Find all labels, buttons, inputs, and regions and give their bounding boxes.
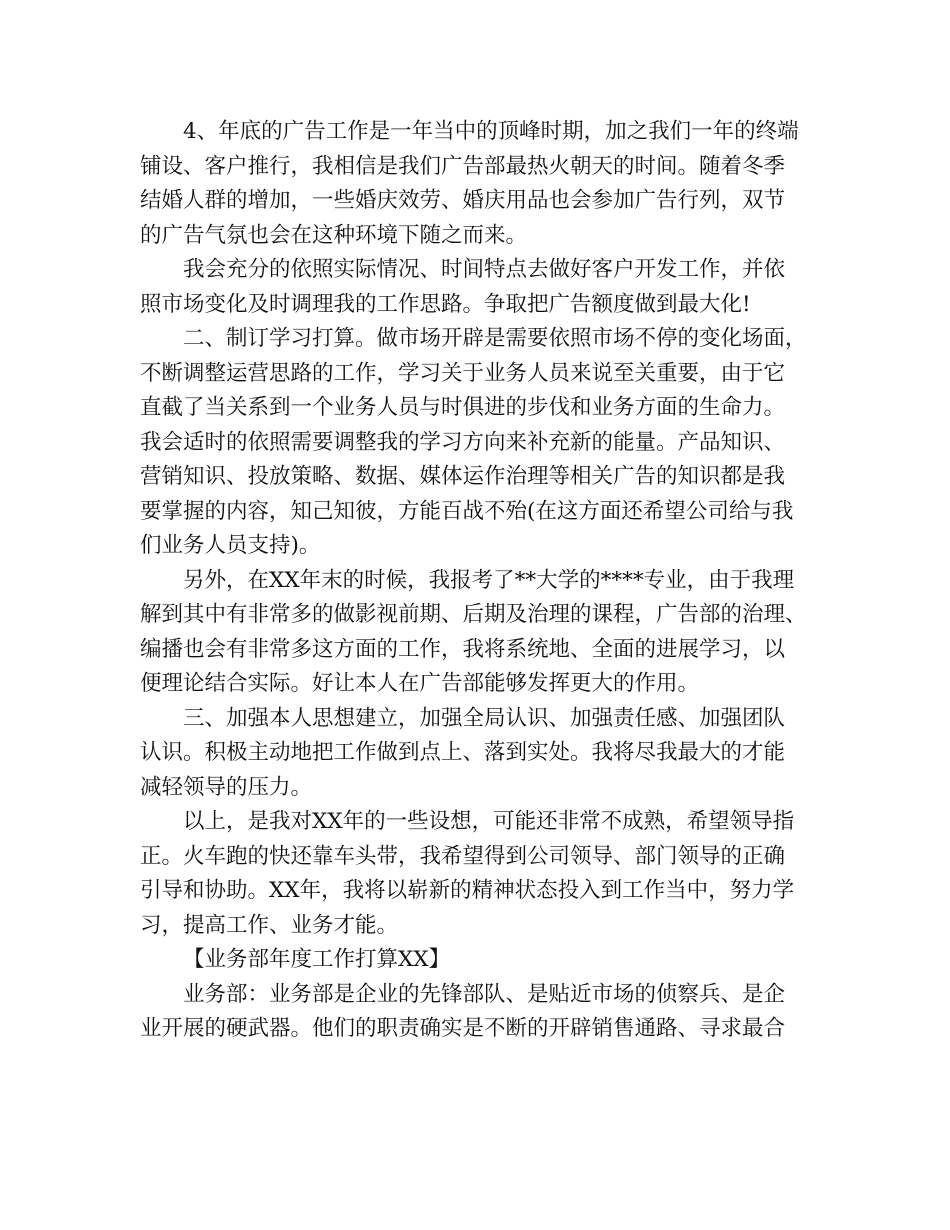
paragraph-further-study	[140, 564, 820, 702]
text-line: 减轻领导的压力。	[140, 774, 313, 800]
text-line: 的广告气氛也会在这种环境下随之而来。	[140, 222, 528, 248]
text-line: 认识。积极主动地把工作做到点上、落到实处。我将尽我最大的才能	[140, 740, 786, 765]
text-line: 结婚人群的增加，一些婚庆效劳、婚庆用品也会参加广告行列，双节	[140, 188, 786, 213]
section-title: 【业务部年度工作打算XX】	[183, 947, 451, 972]
paragraph-year-end-advertising	[140, 115, 820, 253]
text-line: 们业务人员支持)。	[140, 533, 321, 558]
text-line: 正。火车跑的快还靠车头带，我希望得到公司领导、部门领导的正确	[140, 843, 786, 869]
text-line: 编播也会有非常多这方面的工作，我将系统地、全面的进展学习，以	[140, 636, 786, 662]
text-line: 以上，是我对XX年的一些设想，可能还非常不成熟，希望领导指	[183, 809, 795, 834]
text-line: 要掌握的内容，知己知彼，方能百战不殆(在这方面还希望公司给与我	[140, 498, 794, 524]
text-line: 引导和协助。XX年，我将以崭新的精神状态投入到工作当中，努力学	[140, 878, 795, 903]
text-line: 解到其中有非常多的做影视前期、后期及治理的课程，广告部的治理、	[140, 602, 807, 627]
text-line: 我会适时的依照需要调整我的学习方向来补充新的能量。产品知识、	[140, 429, 786, 455]
paragraph-self-improvement	[140, 702, 820, 806]
text-line: 营销知识、投放策略、数据、媒体运作治理等相关广告的知识都是我	[140, 464, 786, 489]
text-line: 习，提高工作、业务才能。	[140, 912, 399, 938]
text-line: 二、制订学习打算。做市场开辟是需要依照市场不停的变化场面，	[183, 326, 807, 351]
text-line: 另外，在XX年末的时候，我报考了**大学的****专业，由于我理	[183, 567, 795, 593]
paragraph-client-development	[140, 253, 820, 322]
text-line: 铺设、客户推行，我相信是我们广告部最热火朝天的时间。随着冬季	[140, 153, 786, 179]
text-line: 便理论结合实际。好让本人在广告部能够发挥更大的作用。	[140, 671, 700, 696]
paragraph-conclusion	[140, 805, 820, 943]
paragraph-study-plan	[140, 322, 820, 564]
paragraph-business-department	[140, 978, 820, 1047]
text-line: 4、年底的广告工作是一年当中的顶峰时期，加之我们一年的终端	[183, 119, 799, 144]
text-line: 照市场变化及时调理我的工作思路。争取把广告额度做到最大化!	[140, 291, 751, 317]
document-page	[140, 115, 820, 1047]
text-line: 业开展的硬武器。他们的职责确实是不断的开辟销售通路、寻求最合	[140, 1016, 786, 1041]
text-line: 我会充分的依照实际情况、时间特点去做好客户开发工作，并依	[183, 257, 786, 282]
text-line: 三、加强本人思想建立，加强全局认识、加强责任感、加强团队	[183, 705, 786, 731]
text-line: 直截了当关系到一个业务人员与时俱进的步伐和业务方面的生命力。	[140, 395, 786, 420]
text-line: 业务部：业务部是企业的先锋部队、是贴近市场的侦察兵、是企	[183, 981, 786, 1007]
section-heading	[140, 943, 820, 978]
text-line: 不断调整运营思路的工作，学习关于业务人员来说至关重要，由于它	[140, 360, 786, 386]
